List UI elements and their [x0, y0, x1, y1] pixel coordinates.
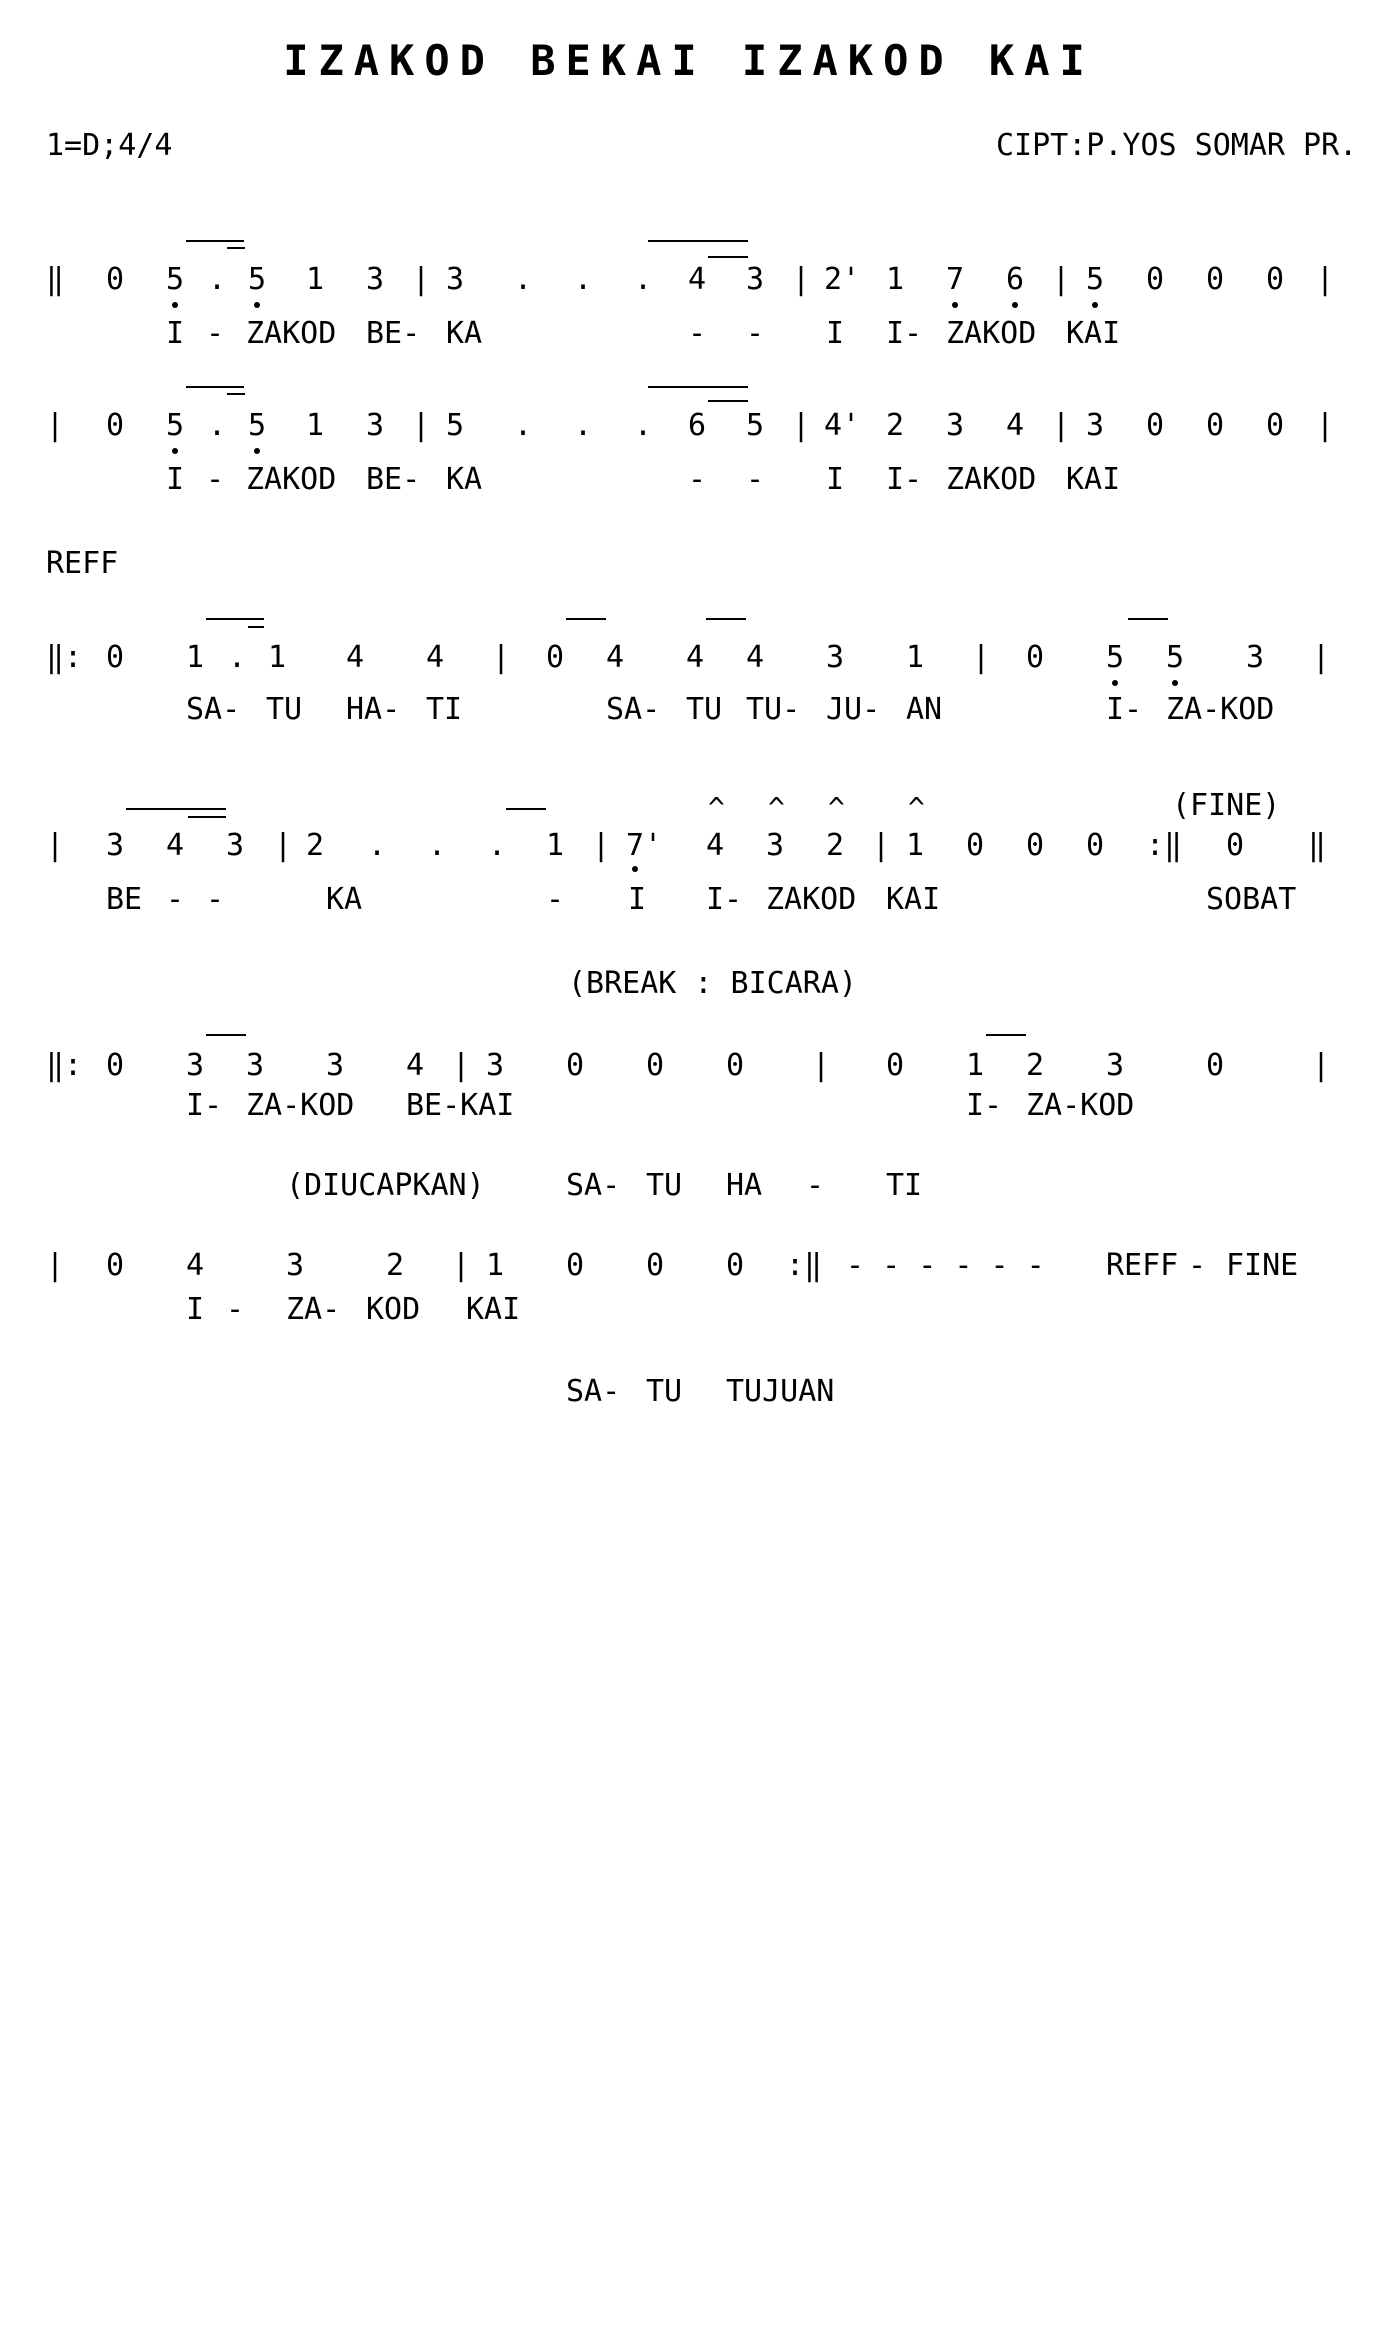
note: 2	[386, 1248, 405, 1283]
note: 4	[346, 640, 365, 675]
note: 1	[906, 828, 925, 863]
note: 2	[826, 828, 845, 863]
note: 4	[688, 262, 707, 297]
lyric: KA	[446, 462, 483, 497]
lyric: I-	[886, 462, 923, 497]
bar-line: |	[1052, 408, 1071, 443]
lyric: I-	[186, 1088, 223, 1123]
note: 4	[606, 640, 625, 675]
lyric: I	[166, 316, 185, 351]
accent-mark: ^	[908, 791, 925, 824]
note: .	[634, 262, 653, 297]
note: 4	[406, 1048, 425, 1083]
fine-marker: (FINE)	[1172, 788, 1281, 823]
lyric: ZAKOD	[246, 316, 337, 351]
lyric: TUJUAN	[726, 1374, 835, 1409]
note: 4	[166, 828, 185, 863]
note: 2	[306, 828, 325, 863]
bar-line: |	[412, 262, 431, 297]
note: 2	[886, 408, 905, 443]
lyric: KAI	[466, 1292, 521, 1327]
spoken-label: (DIUCAPKAN)	[286, 1168, 485, 1203]
lyric: BE	[106, 882, 143, 917]
note: 6	[688, 408, 707, 443]
note: 3	[1106, 1048, 1125, 1083]
lyric: I	[826, 462, 845, 497]
lyric: BE-KAI	[406, 1088, 515, 1123]
note: 0	[726, 1048, 745, 1083]
note: 0	[1206, 262, 1225, 297]
lyric: I	[628, 882, 647, 917]
bar-line: |	[46, 828, 65, 863]
note: 0	[1206, 1048, 1225, 1083]
note: 1	[486, 1248, 505, 1283]
note: 0	[1266, 408, 1285, 443]
note: 0	[1266, 262, 1285, 297]
bar-line: |	[1316, 262, 1335, 297]
lyric: ZA-KOD	[1166, 692, 1275, 727]
note: .	[514, 408, 533, 443]
note: 5	[746, 408, 765, 443]
note: 0	[646, 1248, 665, 1283]
lyric: ZAKOD	[946, 316, 1037, 351]
note: 7	[946, 262, 965, 297]
note: .	[574, 262, 593, 297]
note: 1	[886, 262, 905, 297]
note: .	[208, 262, 227, 297]
lyric: I-	[706, 882, 743, 917]
note: 3	[1246, 640, 1265, 675]
lyric: TU-	[746, 692, 801, 727]
bar-line: |	[972, 640, 991, 675]
accent-mark: ^	[828, 791, 845, 824]
note: 0	[1206, 408, 1225, 443]
note: 5	[1166, 640, 1185, 675]
lyric: KAI	[1066, 316, 1121, 351]
lyric: BE-	[366, 316, 421, 351]
note: 3	[766, 828, 785, 863]
note: 0	[106, 408, 125, 443]
bar-line: |	[872, 828, 891, 863]
note: 5	[248, 262, 267, 297]
dash: -	[1188, 1248, 1207, 1283]
lyric: ZA-	[286, 1292, 341, 1327]
lyric: SA-	[186, 692, 241, 727]
note: 1	[306, 408, 325, 443]
bar-line: |	[412, 408, 431, 443]
lyric: TI	[426, 692, 463, 727]
lyric: SA-	[566, 1374, 621, 1409]
note: 0	[1146, 408, 1165, 443]
section-label-reff: REFF	[46, 546, 119, 581]
note: 1	[306, 262, 325, 297]
note: .	[574, 408, 593, 443]
lyric: HA	[726, 1168, 763, 1203]
lyric: KAI	[886, 882, 941, 917]
note: 0	[106, 1048, 125, 1083]
note: 4	[1006, 408, 1025, 443]
repeat-start: ‖:	[46, 1048, 83, 1083]
note: 3	[226, 828, 245, 863]
note: 1	[906, 640, 925, 675]
note: 1	[268, 640, 287, 675]
lyric: TU	[266, 692, 303, 727]
lyric: ZAKOD	[946, 462, 1037, 497]
dash-run: - - - - - -	[846, 1248, 1045, 1283]
note: 3	[946, 408, 965, 443]
note: 4	[426, 640, 445, 675]
note: 3	[106, 828, 125, 863]
note: 3	[366, 408, 385, 443]
bar-line: |	[1316, 408, 1335, 443]
lyric: SA-	[606, 692, 661, 727]
bar-line: |	[274, 828, 293, 863]
note: 0	[1026, 640, 1045, 675]
lyric: -	[688, 462, 707, 497]
accent-mark: ^	[768, 791, 785, 824]
lyric: TU	[686, 692, 723, 727]
accent-mark: ^	[708, 791, 725, 824]
note: 4	[186, 1248, 205, 1283]
bar-line: |	[1312, 1048, 1331, 1083]
bar-line: |	[46, 1248, 65, 1283]
bar-line: |	[46, 408, 65, 443]
note: 5	[1106, 640, 1125, 675]
note: 3	[326, 1048, 345, 1083]
bar-line: |	[492, 640, 511, 675]
note: 1	[966, 1048, 985, 1083]
note: .	[514, 262, 533, 297]
lyric: -	[206, 882, 225, 917]
reff-label: REFF	[1106, 1248, 1179, 1283]
note: 3	[1086, 408, 1105, 443]
lyric: I	[826, 316, 845, 351]
fine-label: FINE	[1226, 1248, 1299, 1283]
note: 4	[706, 828, 725, 863]
lyric: ZA-KOD	[1026, 1088, 1135, 1123]
note: 3	[366, 262, 385, 297]
lyric: ZAKOD	[766, 882, 857, 917]
note: 6	[1006, 262, 1025, 297]
lyric: I-	[1106, 692, 1143, 727]
lyric: TI	[886, 1168, 923, 1203]
lyric: ZAKOD	[246, 462, 337, 497]
lyric: I	[166, 462, 185, 497]
lyric: I	[186, 1292, 205, 1327]
bar-line: |	[812, 1048, 831, 1083]
note: 5	[166, 262, 185, 297]
lyric: BE-	[366, 462, 421, 497]
song-title: IZAKOD BEKAI IZAKOD KAI	[283, 36, 1095, 85]
repeat-end: :‖	[1146, 828, 1183, 863]
lyric: TU	[646, 1374, 683, 1409]
lyric: JU-	[826, 692, 881, 727]
lyric: SOBAT	[1206, 882, 1297, 917]
note: 3	[186, 1048, 205, 1083]
note: 3	[746, 262, 765, 297]
note: 0	[886, 1048, 905, 1083]
note: 3	[826, 640, 845, 675]
note: .	[634, 408, 653, 443]
lyric: AN	[906, 692, 943, 727]
key-signature: 1=D;4/4	[46, 128, 173, 163]
note: 0	[1086, 828, 1105, 863]
note: .	[368, 828, 387, 863]
note: .	[208, 408, 227, 443]
lyric: SA-	[566, 1168, 621, 1203]
lyric: -	[206, 462, 225, 497]
lyric: KOD	[366, 1292, 421, 1327]
break-label: (BREAK : BICARA)	[568, 966, 857, 1001]
final-bar: ‖	[1308, 828, 1327, 863]
lyric: -	[206, 316, 225, 351]
note: 0	[566, 1048, 585, 1083]
bar-line: |	[792, 262, 811, 297]
note: 0	[1026, 828, 1045, 863]
note: 3	[246, 1048, 265, 1083]
repeat-start: ‖:	[46, 640, 83, 675]
note: 5	[166, 408, 185, 443]
bar-line: |	[1052, 262, 1071, 297]
lyric: -	[546, 882, 565, 917]
repeat-end: :‖	[786, 1248, 823, 1283]
note: 0	[966, 828, 985, 863]
lyric: -	[806, 1168, 825, 1203]
note: 3	[286, 1248, 305, 1283]
note: 3	[486, 1048, 505, 1083]
note: 3	[446, 262, 465, 297]
bar-line: |	[592, 828, 611, 863]
lyric: KAI	[1066, 462, 1121, 497]
bar-line: |	[1312, 640, 1331, 675]
note: .	[428, 828, 447, 863]
note: 0	[646, 1048, 665, 1083]
bar-line: |	[792, 408, 811, 443]
note: 0	[106, 640, 125, 675]
lyric: -	[746, 316, 765, 351]
lyric: I-	[966, 1088, 1003, 1123]
lyric: ZA-KOD	[246, 1088, 355, 1123]
note: 0	[1146, 262, 1165, 297]
lyric: KA	[446, 316, 483, 351]
note: 0	[726, 1248, 745, 1283]
note: 5	[1086, 262, 1105, 297]
note: 4	[746, 640, 765, 675]
note: 7'	[626, 828, 663, 863]
note: 5	[248, 408, 267, 443]
note: 4	[686, 640, 705, 675]
lyric: -	[688, 316, 707, 351]
note: .	[488, 828, 507, 863]
bar-line: |	[452, 1248, 471, 1283]
note: 0	[546, 640, 565, 675]
note: 4'	[824, 408, 861, 443]
note: 2	[1026, 1048, 1045, 1083]
lyric: -	[166, 882, 185, 917]
lyric: TU	[646, 1168, 683, 1203]
note: 5	[446, 408, 465, 443]
lyric: HA-	[346, 692, 401, 727]
lyric: -	[746, 462, 765, 497]
lyric: KA	[326, 882, 363, 917]
note: 0	[106, 262, 125, 297]
note: .	[228, 640, 247, 675]
lyric: I-	[886, 316, 923, 351]
composer-credit: CIPT:P.YOS SOMAR PR.	[996, 128, 1358, 163]
note: 1	[546, 828, 565, 863]
note: 0	[106, 1248, 125, 1283]
note: ‖	[46, 262, 65, 297]
lyric: -	[226, 1292, 245, 1327]
note: 2'	[824, 262, 861, 297]
note: 0	[566, 1248, 585, 1283]
bar-line: |	[452, 1048, 471, 1083]
note: 1	[186, 640, 205, 675]
note: 0	[1226, 828, 1245, 863]
